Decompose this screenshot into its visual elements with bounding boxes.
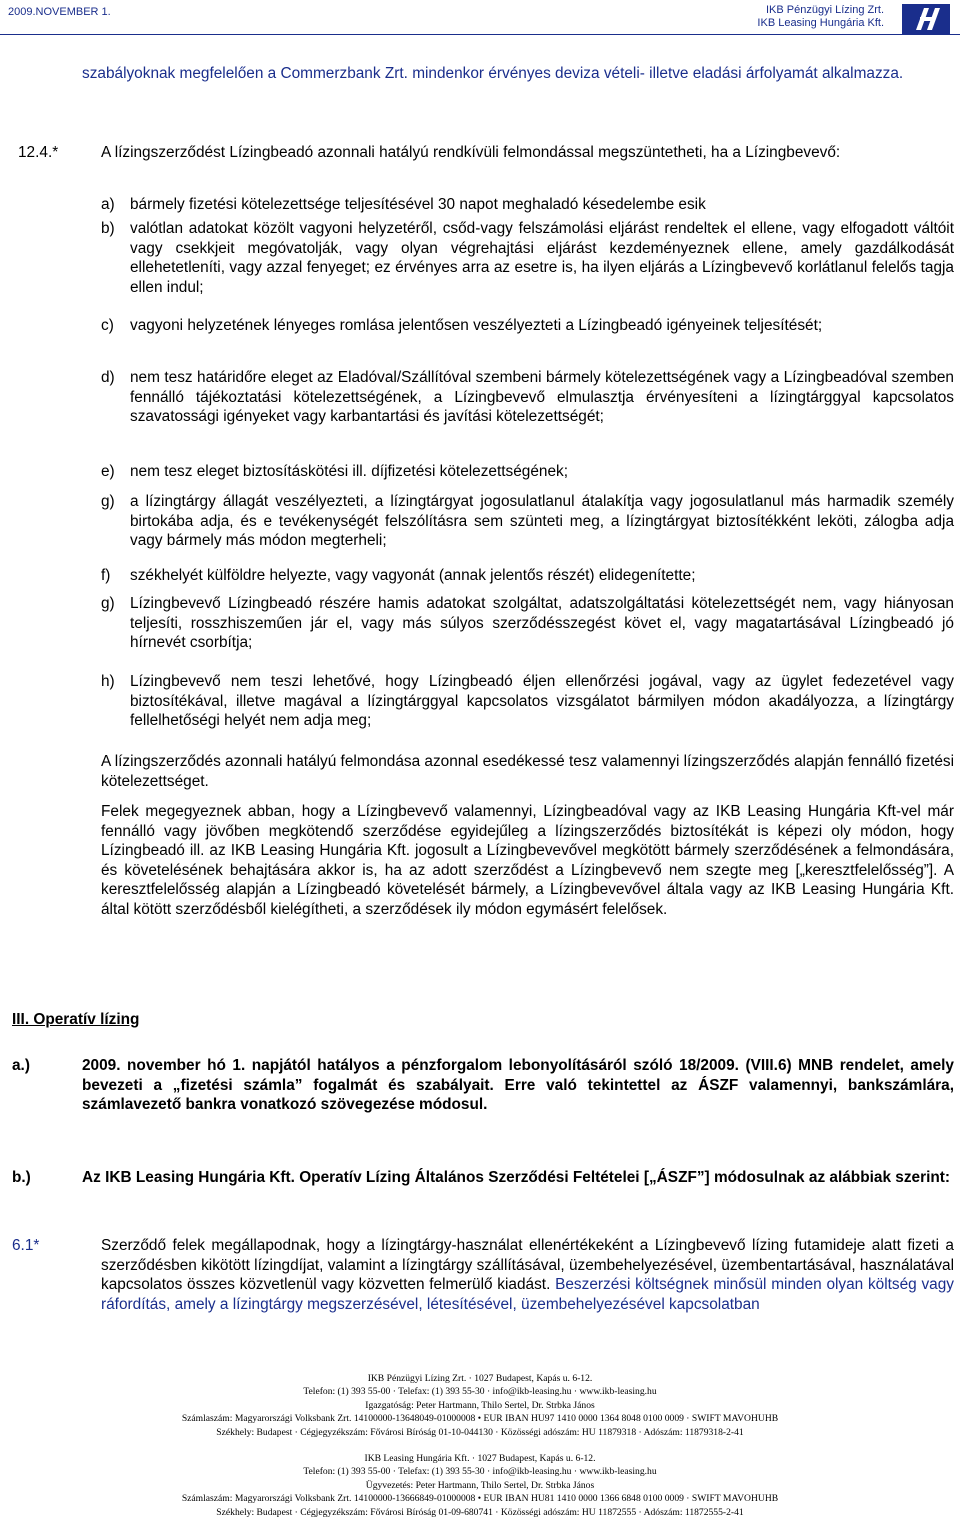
footer-line: Számlaszám: Magyarországi Volksbank Zrt. 14100000-13666849-01000008 • EUR IBAN HU81 1410 0000 1366 6848 0100 0009 · SWIFT MAVOHUHB <box>181 1493 779 1505</box>
page-header <box>0 0 960 36</box>
item-text: valótlan adatokat közölt vagyoni helyzetéről, csőd-vagy felszámolási eljárást rendeltek el ellene, vagy elfogadott váltóit vagy csekkjeit megóvatolják, vagy olyan végrehajtási eljárást kezdeményeznek ellene, amely gazdálkodását ellehetetleníti, vagy azzal fenyeget; ez érvényes arra az esetre is, ha ilyen eljárás a Lízingbevevő korlátlanul felelős tagja ellen indul; <box>130 220 954 296</box>
footer-line: Telefon: (1) 393 55-00 · Telefax: (1) 393 55-30 · info@ikb-leasing.hu · www.ikb-leasing.hu <box>303 1466 657 1478</box>
footer-line: Telefon: (1) 393 55-00 · Telefax: (1) 393 55-30 · info@ikb-leasing.hu · www.ikb-leasing.hu <box>303 1386 657 1398</box>
item-text: Lízingbevevő Lízingbeadó részére hamis adatokat szolgáltat, adatszolgáltatási kötelezettségét nem, vagy hiányosan teljesíti, rosszhiszeműen jár el, vagy más súlyos szerződésszegést követ el, vagy magatartásával Lízingbeadó jó hírnevét csorbítja; <box>130 595 954 651</box>
item-b-text: Az IKB Leasing Hungária Kft. Operatív Lízing Általános Szerződési Feltételei [„ÁSZF”] módosulnak az alábbiak szerint: <box>82 1169 951 1186</box>
item-label: g) <box>101 595 115 612</box>
item-text: bármely fizetési kötelezettsége teljesítésével 30 napot meghaladó késedelembe esik <box>130 196 706 213</box>
item-label: a) <box>101 196 115 213</box>
item-label: b) <box>101 220 115 237</box>
section-3-title: III. Operatív lízing <box>12 1011 140 1028</box>
item-label: c) <box>101 317 114 334</box>
ikb-logo-icon <box>902 4 950 34</box>
footer-line: Igazgatóság: Peter Hartmann, Thilo Sertel, Dr. Strbka János <box>365 1399 595 1411</box>
footer-line: Székhely: Budapest · Cégjegyzékszám: Fővárosi Bíróság 01-09-680741 · Közösségi adószám: HU 11872555 · Adószám: 11872555-2-41 <box>216 1506 744 1518</box>
section-6-1-text <box>101 1236 954 1314</box>
header-company-line1: IKB Pénzügyi Lízing Zrt. <box>766 4 884 16</box>
header-company-line2: IKB Leasing Hungária Kft. <box>757 17 884 29</box>
item-text: székhelyét külföldre helyezte, vagy vagyonát (annak jelentős részét) elidegenítette; <box>130 567 696 584</box>
intro-paragraph: szabályoknak megfelelően a Commerzbank Zrt. mindenkor érvényes deviza vételi- illetve eladási árfolyamát alkalmazza. <box>82 65 904 82</box>
header-date: 2009.NOVEMBER 1. <box>8 6 111 18</box>
header-company <box>757 4 884 30</box>
item-b-label: b.) <box>12 1169 31 1186</box>
footer-line: IKB Pénzügyi Lízing Zrt. · 1027 Budapest, Kapás u. 6-12. <box>367 1373 593 1384</box>
item-label: g) <box>101 493 115 510</box>
footer-line: Székhely: Budapest · Cégjegyzékszám: Fővárosi Bíróság 01-10-044130 · Közösségi adószám: HU 11879318 · Adószám: 11879318-2-41 <box>216 1426 744 1438</box>
header-divider <box>0 34 960 35</box>
footer-line: Számlaszám: Magyarországi Volksbank Zrt. 14100000-13648049-01000008 • EUR IBAN HU97 1410 0000 1364 8048 0100 0009 · SWIFT MAVOHUHB <box>181 1413 779 1425</box>
item-text: nem tesz eleget biztosításkötési ill. díjfizetési kötelezettségének; <box>130 463 569 480</box>
footer-line: IKB Leasing Hungária Kft. · 1027 Budapest, Kapás u. 6-12. <box>364 1453 596 1464</box>
section-12-4-lead: A lízingszerződést Lízingbeadó azonnali hatályú rendkívüli felmondással megszüntetheti, ha a Lízingbevevő: <box>101 144 841 161</box>
termination-paragraph: A lízingszerződés azonnali hatályú felmondása azonnal esedékessé tesz valamennyi lízingszerződés alapján fennálló fizetési kötelezettséget. <box>101 753 954 790</box>
item-label: f) <box>101 567 111 584</box>
section-6-1-number: 6.1* <box>12 1237 40 1254</box>
section-6-1-text-black: Szerződő felek megállapodnak, hogy a lízingtárgy-használat ellenértékeként a Lízingbevevő lízing futamideje alatt fizeti a szerződésben kikötött lízingdíjat, valamint a lízingtárgy szállításával, üzembehelyezésével, üzembentartásával, használatával kapcsolatos összes közvetlenül vagy közvetten felmerülő kiadást. <box>101 1237 954 1293</box>
item-a-label: a.) <box>12 1057 30 1074</box>
item-label: h) <box>101 673 115 690</box>
item-text: a lízingtárgy állagát veszélyezteti, a lízingtárgyat jogosulatlanul átalakítja vagy jogosulatlanul más harmadik személy birtokába adja, és e tevékenységét felszólításra sem szünteti meg, a lízingtárgyat biztosítékként leköti, zálogba adja vagy bármely más módon megterheli; <box>130 493 954 549</box>
item-a-text: 2009. november hó 1. napjától hatályos a pénzforgalom lebonyolításáról szóló 18/2009. (VIII.6) MNB rendelet, amely bevezeti a „fizetési számla” fogalmát és szabályait. Erre való tekintettel az ÁSZF valamennyi, bankszámlára, számlavezető bankra vonatkozó szövegezése módosul. <box>82 1057 954 1113</box>
footer-block-2 <box>0 1452 960 1519</box>
item-text: Lízingbevevő nem teszi lehetővé, hogy Lízingbeadó éljen ellenőrzési jogával, vagy az ügylet fedezetével vagy biztosítékával, illetve magával a lízingtárggyal kapcsolatos vizsgálatot bármilyen módon akadályozza, a lízingtárgy fellelhetőségi helyét nem adja meg; <box>130 673 954 729</box>
item-label: e) <box>101 463 115 480</box>
footer-block-1 <box>0 1372 960 1439</box>
footer-line: Ügyvezetés: Peter Hartmann, Thilo Sertel, Dr. Strbka János <box>365 1479 595 1491</box>
cross-liability-paragraph: Felek megegyeznek abban, hogy a Lízingbevevő valamennyi, Lízingbeadóval vagy az IKB Leasing Hungária Kft-vel már fennálló vagy jövőben megkötendő szerződése egyidejűleg a lízingszerződés biztosítékát is képezi oly módon, hogy Lízingbeadó ill. az IKB Leasing Hungária Kft. jogosult a Lízingbevevővel megkötött bármely szerződésének a felmondására, és követelésének behajtására akkor is, ha az adott szerződést a Lízingbevevő nem szegte meg [„keresztfelelősség”]. A keresztfelelősség alapján a Lízingbeadó követelését bármely, a Lízingbevevővel általa vagy az IKB Leasing Hungária Kft. által kötött szerződésből kielégítheti, a szerződések ily módon egymásért felelősek. <box>101 803 954 918</box>
section-6-1-text-blue: Beszerzési költségnek minősül minden olyan költség vagy ráfordítás, amely a lízingtárgy megszerzésével, létesítésével, üzembehelyezésével kapcsolatban <box>101 1276 954 1313</box>
item-label: d) <box>101 369 115 386</box>
section-12-4-number: 12.4.* <box>18 144 59 161</box>
item-text: nem tesz határidőre eleget az Eladóval/Szállítóval szembeni bármely kötelezettségének vagy a Lízingbeadóval szemben fennálló tájékoztatási kötelezettségének, a Lízingbevevő elmulasztja érvényesíteni a lízingtárggyal kapcsolatos szavatossági igényeket vagy karbantartási és javítási kötelezettségét; <box>130 369 954 425</box>
item-text: vagyoni helyzetének lényeges romlása jelentősen veszélyezteti a Lízingbeadó igényeinek teljesítését; <box>130 317 823 334</box>
